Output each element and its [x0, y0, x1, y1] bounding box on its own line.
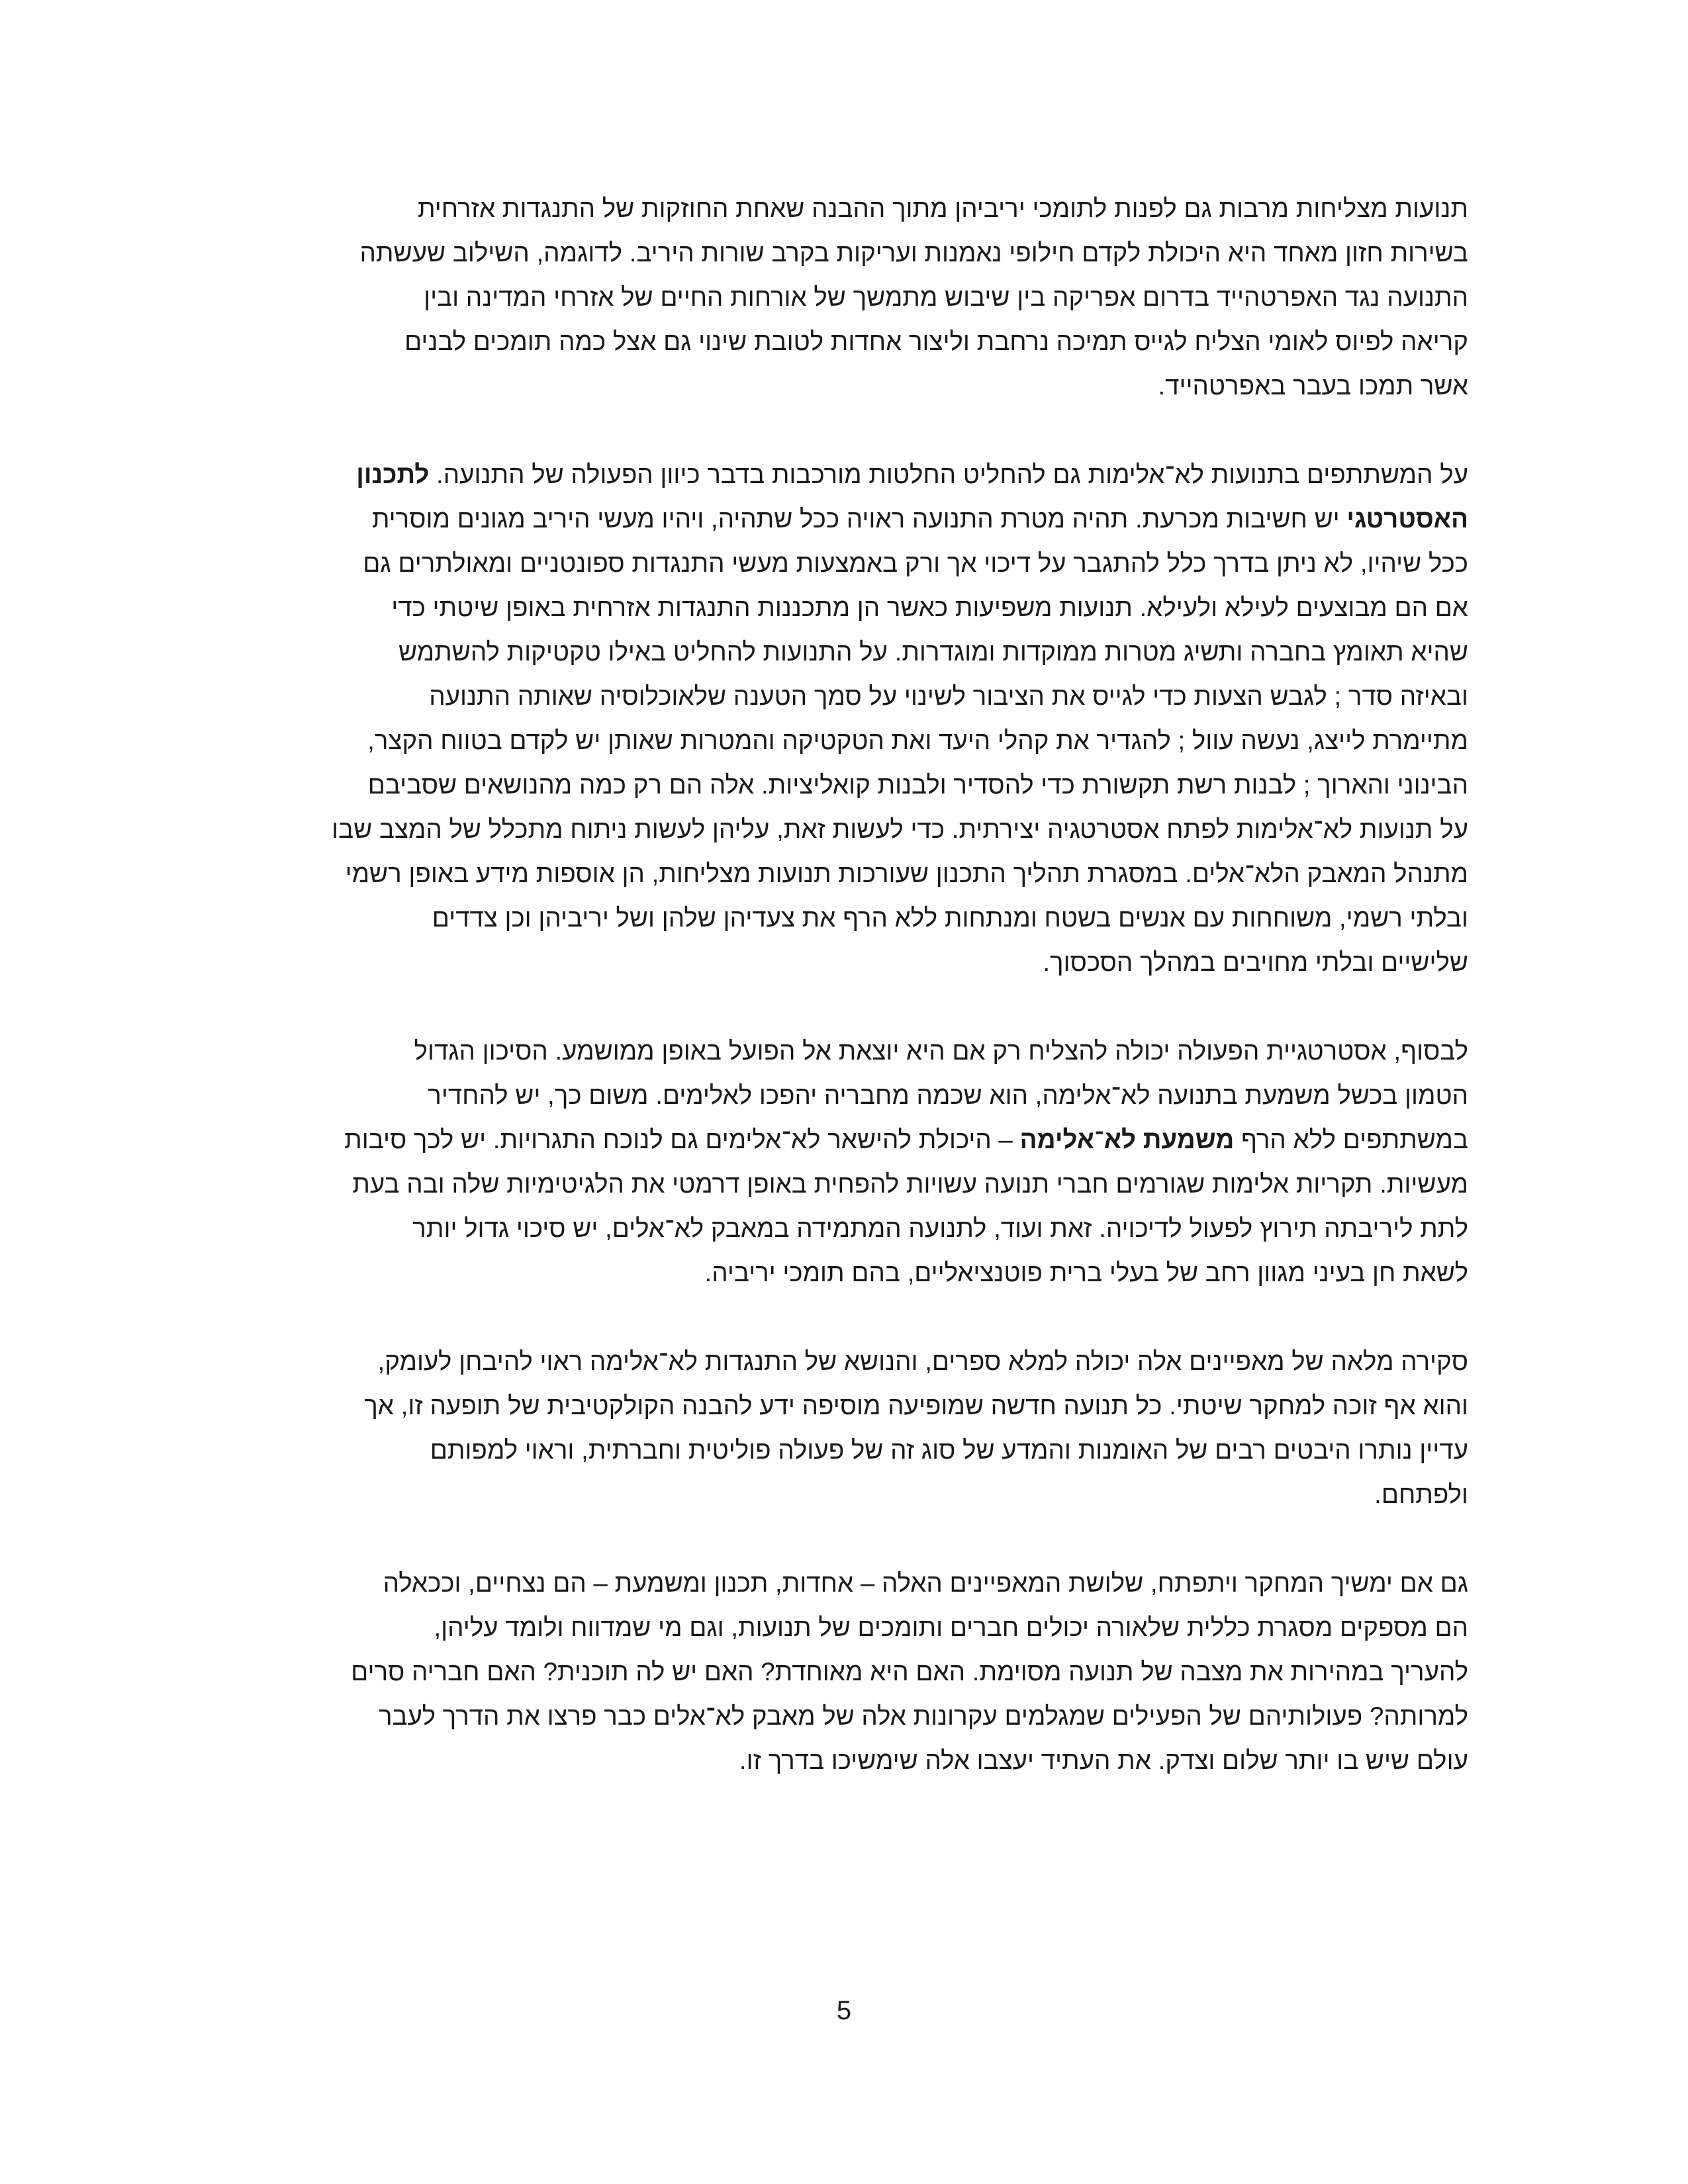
text-line: מתנהל המאבק הלא־אלים. במסגרת תהליך התכנון שעורכות תנועות מצליחות, הן אוספות מידע באופן רשמי: [345, 860, 1468, 888]
text-line: שלישיים ובלתי מחויבים במהלך הסכסוך.: [1043, 948, 1468, 977]
paragraph-spacer: [220, 408, 1468, 453]
text-line: [220, 453, 1468, 497]
text-line: לבסוף, אסטרטגיית הפעולה יכולה להצליח רק אם היא יוצאת אל הפועל באופן ממושמע. הסיכון הגדול: [414, 1037, 1468, 1066]
text-line: ככל שיהיו, לא ניתן בדרך כלל להתגבר על דיכוי אך ורק באמצעות מעשי התנגדות ספונטניים ומאולתרים גם: [363, 549, 1468, 578]
page-number: 5: [836, 1996, 852, 2025]
bold-term: לתכנון: [356, 461, 430, 489]
bold-term: האסטרטגי: [1346, 505, 1468, 533]
paragraph-5: [220, 1561, 1468, 1783]
text-line: אם הם מבוצעים לעילא ולעילא. תנועות משפיעות כאשר הן מתכננות התנגדות אזרחית באופן שיטתי כדי: [391, 594, 1468, 622]
paragraph-spacer: [220, 1517, 1468, 1561]
text-line: קריאה לפיוס לאומי הצליח לגייס תמיכה נרחבת וליצור אחדות לטובת שינוי גם אצל כמה תומכים לבנים: [404, 328, 1468, 356]
text-line: סקירה מלאה של מאפיינים אלה יכולה למלא ספרים, והנושא של התנגדות לא־אלימה ראוי להיבחן לעומק,: [377, 1347, 1468, 1376]
text-line: הבינוני והארוך ; לבנות רשת תקשורת כדי להסדיר ולבנות קואליציות. אלה הם רק כמה מהנושאים שסביבם: [367, 771, 1468, 799]
paragraph-3: [220, 1029, 1468, 1295]
paragraph-4: [220, 1340, 1468, 1517]
text-line: [220, 1118, 1468, 1162]
paragraph-2: [220, 453, 1468, 985]
paragraph-spacer: [220, 985, 1468, 1029]
document-body: [220, 187, 1468, 1783]
text-line: לשאת חן בעיני מגוון רחב של בעלי ברית פוטנציאליים, בהם תומכי יריביה.: [704, 1259, 1468, 1287]
text-line: שהיא תאומץ בחברה ותשיג מטרות ממוקדות ומוגדרות. על התנועות להחליט באילו טקטיקות להשתמש: [398, 638, 1468, 666]
text-line: ובלתי רשמי, משוחחות עם אנשים בשטח ומנתחות ללא הרף את צעדיהן שלהן ושל יריביהן וכן צדדים: [432, 904, 1468, 933]
text-line: עולם שיש בו יותר שלום וצדק. את העתיד יעצבו אלה שימשיכו בדרך זו.: [739, 1747, 1468, 1775]
text-line: מתיימרת לייצג, נעשה עוול ; להגדיר את קהלי היעד ואת הטקטיקה והמטרות שאותן יש לקדם בטווח הקצר,: [367, 727, 1468, 755]
text-run: במשתתפים ללא הרף: [1234, 1126, 1468, 1154]
text-line: מעשיות. תקריות אלימות שגורמים חברי תנועה עשויות להפחית באופן דרמטי את הלגיטימיות שלה ובה בעת: [352, 1170, 1468, 1199]
text-line: הם מספקים מסגרת כללית שלאורה יכולים חברים ותומכים של תנועות, וגם מי שמדווח ולומד עליהן,: [434, 1614, 1468, 1642]
text-run: על המשתתפים בתנועות לא־אלימות גם להחליט החלטות מורכבות בדבר כיוון הפעולה של התנועה.: [429, 461, 1468, 489]
text-line: [220, 497, 1468, 541]
text-line: והוא אף זוכה למחקר שיטתי. כל תנועה חדשה שמופיעה מוסיפה ידע להבנה הקולקטיבית של תופעה זו, אך: [364, 1392, 1468, 1420]
text-line: אשר תמכו בעבר באפרטהייד.: [1158, 372, 1468, 400]
text-line: התנועה נגד האפרטהייד בדרום אפריקה בין שיבוש מתמשך של אורחות החיים של אזרחי המדינה ובין: [424, 283, 1468, 312]
text-run: יש חשיבות מכרעת. תהיה מטרת התנועה ראויה ככל שתהיה, ויהיו מעשי היריב מגונים מוסרית: [371, 505, 1347, 533]
text-line: ובאיזה סדר ; לגבש הצעות כדי לגייס את הציבור לשינוי על סמך הטענה שלאוכלוסיה שאותה התנועה: [429, 682, 1468, 711]
text-line: ולפתחם.: [1374, 1480, 1468, 1509]
text-line: הטמון בכשל משמעת בתנועה לא־אלימה, הוא שכמה מחבריה יהפכו לאלימים. משום כך, יש להחדיר: [428, 1081, 1468, 1110]
text-line: עדיין נותרו היבטים רבים של האומנות והמדע של סוג זה של פעולה פוליטית וחברתית, וראוי למפותם: [430, 1436, 1468, 1465]
text-line: בשירות חזון מאחד היא היכולת לקדם חילופי נאמנות ועריקות בקרב שורות היריב. לדוגמה, השילוב שעשתה: [359, 239, 1468, 267]
text-line: גם אם ימשיך המחקר ויתפתח, שלושת המאפיינים האלה – אחדות, תכנון ומשמעת – הם נצחיים, וככאלה: [383, 1569, 1468, 1598]
text-line: לתת ליריבתה תירוץ לפעול לדיכויה. זאת ועוד, לתנועה המתמידה במאבק לא־אלים, יש סיכוי גדול יותר: [412, 1214, 1468, 1243]
paragraph-1: [220, 187, 1468, 408]
text-line: למרותה? פעולותיהם של הפעילים שמגלמים עקרונות אלה של מאבק לא־אלים כבר פרצו את הדרך לעבר: [378, 1702, 1468, 1731]
text-line: להעריך במהירות את מצבה של תנועה מסוימת. האם היא מאוחדת? האם יש לה תוכנית? האם חבריה סרים: [351, 1658, 1468, 1686]
paragraph-spacer: [220, 1295, 1468, 1340]
bold-term: משמעת לא־אלימה: [1019, 1126, 1235, 1154]
text-line: תנועות מצליחות מרבות גם לפנות לתומכי יריביהן מתוך ההבנה שאחת החוזקות של התנגדות אזרחית: [417, 195, 1468, 223]
text-line: על תנועות לא־אלימות לפתח אסטרטגיה יצירתית. כדי לעשות זאת, עליהן לעשות ניתוח מתכלל של המצב שבו: [332, 815, 1468, 844]
text-run: – היכולת להישאר לא־אלימים גם לנוכח התגרויות. יש לכך סיבות: [344, 1126, 1020, 1154]
